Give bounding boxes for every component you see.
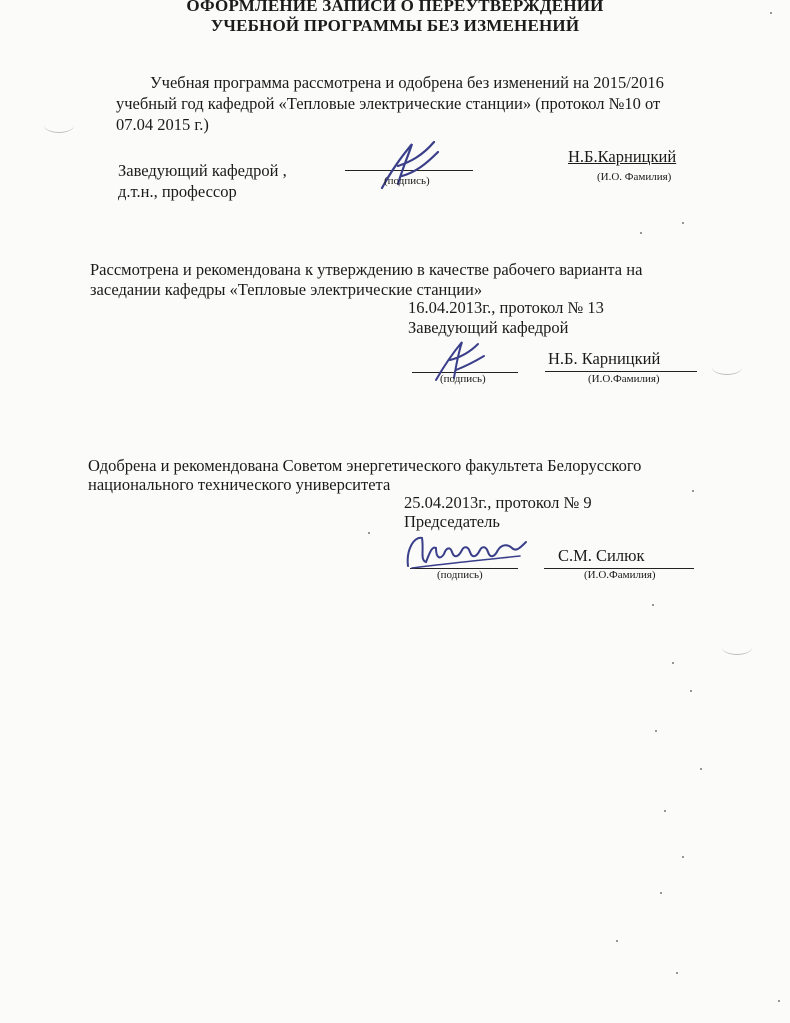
block2-name-caption: (И.О.Фамилия): [588, 373, 660, 385]
scan-speck: [682, 222, 684, 224]
block1-name: Н.Б.Карницкий: [568, 147, 677, 166]
scan-edge-mark: [44, 118, 74, 133]
block3-name: С.М. Силюк: [558, 546, 645, 565]
block1-role-line-2: д.т.н., профессор: [118, 182, 237, 201]
block3-paragraph-line-1: Одобрена и рекомендована Советом энергетического факультета Белорусского: [88, 456, 642, 475]
scan-speck: [660, 892, 662, 894]
block2-name-line: [545, 371, 697, 372]
block1-paragraph-line-2: учебный год кафедрой «Тепловые электрические станции» (протокол №10 от: [116, 94, 661, 113]
scan-speck: [676, 972, 678, 974]
block1-paragraph-line-1: Учебная программа рассмотрена и одобрена без изменений на 2015/2016: [150, 73, 664, 92]
scan-speck: [690, 690, 692, 692]
block3-date-protocol: 25.04.2013г., протокол № 9: [404, 493, 592, 512]
block1-signature-caption: (подпись): [384, 175, 430, 187]
title-line-2: УЧЕБНОЙ ПРОГРАММЫ БЕЗ ИЗМЕНЕНИЙ: [210, 16, 580, 35]
block3-paragraph-line-2: национального технического университета: [88, 475, 391, 494]
block2-paragraph-line-1: Рассмотрена и рекомендована к утверждению в качестве рабочего варианта на: [90, 260, 643, 279]
scan-speck: [655, 730, 657, 732]
scan-speck: [770, 12, 772, 14]
block1-paragraph-line-3: 07.04 2015 г.): [116, 115, 209, 134]
scan-speck: [652, 604, 654, 606]
block1-role-line-1: Заведующий кафедрой ,: [118, 161, 287, 180]
block1-handwritten-signature: [372, 136, 452, 196]
block2-paragraph-line-2: заседании кафедры «Тепловые электрические станции»: [90, 280, 483, 299]
block3-role: Председатель: [404, 512, 500, 531]
block3-handwritten-signature: [402, 530, 530, 574]
scan-speck: [368, 532, 370, 534]
block3-name-caption: (И.О.Фамилия): [584, 569, 656, 581]
scan-speck: [682, 856, 684, 858]
block3-signature-caption: (подпись): [437, 569, 483, 581]
scan-speck: [672, 662, 674, 664]
scan-speck: [640, 232, 642, 234]
scan-speck: [692, 490, 694, 492]
scan-edge-mark: [712, 360, 742, 375]
block2-signature-caption: (подпись): [440, 373, 486, 385]
scan-speck: [700, 768, 702, 770]
block2-date-protocol: 16.04.2013г., протокол № 13: [408, 298, 604, 317]
block2-role: Заведующий кафедрой: [408, 318, 569, 337]
scan-edge-mark: [722, 640, 752, 655]
scan-speck: [778, 1000, 780, 1002]
block1-name-caption: (И.О. Фамилия): [597, 171, 672, 183]
scan-speck: [664, 810, 666, 812]
scan-speck: [616, 940, 618, 942]
block2-name: Н.Б. Карницкий: [548, 349, 661, 368]
title-line-1: ОФОРМЛЕНИЕ ЗАПИСИ О ПЕРЕУТВЕРЖДЕНИИ: [186, 0, 604, 15]
